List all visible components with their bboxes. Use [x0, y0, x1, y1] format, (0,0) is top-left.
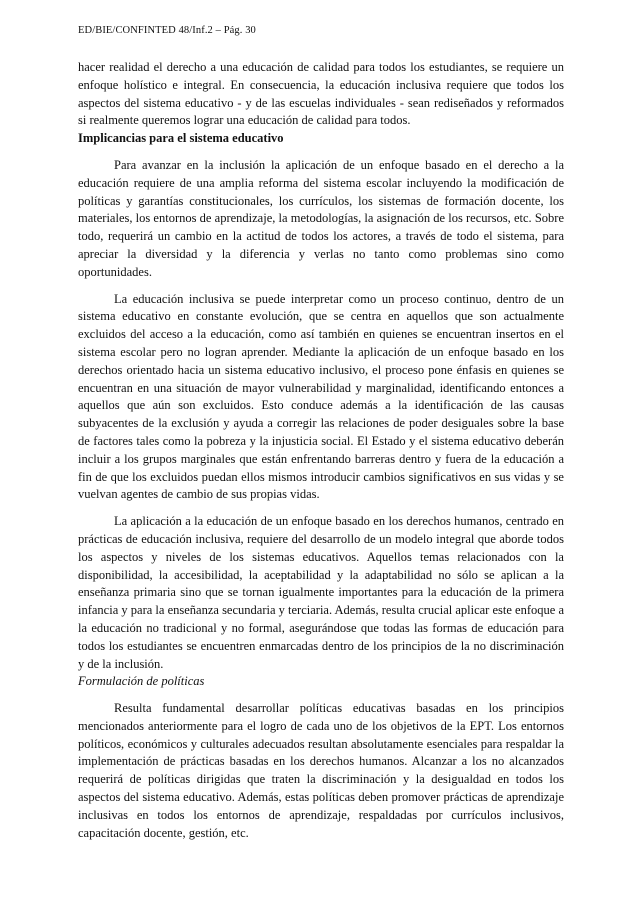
paragraph-inclusion-reform: Para avanzar en la inclusión la aplicación de un enfoque basado en el derecho a la educación requiere de una amplia reforma del sistema escolar incluyendo la modificación de políticas y garantías constitucionales, los currículos, los sistemas de formación docente, los materiales, los entornos de aprendizaje, la metodologías, la asignación de los recursos, etc. Sobre todo, requerirá un cambio en la actitud de todos los actores, a través de todo el sistema, para apreciar la diversidad y la diferencia y verlas no tanto como problemas sino como oportunidades. [78, 157, 564, 279]
section-heading-implicancias: Implicancias para el sistema educativo [78, 131, 284, 146]
document-page [78, 24, 564, 842]
paragraph-rights-approach: La aplicación a la educación de un enfoque basado en los derechos humanos, centrado en prácticas de educación inclusiva, requiere del desarrollo de un modelo integral que aborde todos los aspectos y niveles de los sistemas educativos. Aquellos temas relacionados con la disponibilidad, la accesibilidad, la aceptabilidad y la adaptabilidad no sólo se aplican a la enseñanza primaria sino que se tornan igualmente importantes para la educación de la primera infancia y para la enseñanza secundaria y terciaria. Además, resulta crucial aplicar este enfoque a la educación no tradicional y no formal, asegurándose que todas las formas de educación para todos los estudiantes se encuentren enmarcadas dentro de los principios de la no discriminación y de la inclusión. [78, 514, 564, 671]
intro-paragraph: hacer realidad el derecho a una educación de calidad para todos los estudiantes, se requiere un enfoque holístico e integral. En consecuencia, la educación inclusiva requiere que todos los aspectos del sistema educativo - y de las escuelas individuales - sean rediseñados y reformados si realmente queremos lograr una educación de calidad para todos. [78, 60, 564, 128]
running-header: ED/BIE/CONFINTED 48/Inf.2 – Pág. 30 [78, 25, 256, 36]
paragraph-policy-formulation: Resulta fundamental desarrollar políticas educativas basadas en los principios mencionados anteriormente para el logro de cada uno de los objetivos de la EPT. Los entornos políticos, económicos y culturales adecuados resultan absolutamente esenciales para respaldar la implementación de prácticas basadas en los derechos humanos. Alcanzar a los no alcanzados requerirá de políticas dirigidas que traten la discriminación y la desigualdad en todos los aspectos del sistema educativo. Además, estas políticas deben promover prácticas de aprendizaje inclusivas en todos los entornos de aprendizaje, respaldadas por currículos inclusivos, capacitación docente, gestión, etc. [78, 701, 564, 840]
paragraph-inclusive-process: La educación inclusiva se puede interpretar como un proceso continuo, dentro de un sistema educativo en constante evolución, que se centra en aquellos que son actualmente excluidos del acceso a la educación, como así también en quienes se encuentran insertos en el sistema escolar pero no logran aprender. Mediante la aplicación de un enfoque basado en los derechos orientado hacia un sistema educativo inclusivo, el proceso pone énfasis en quienes se encuentran en una situación de mayor vulnerabilidad y marginalidad, identificando entonces a aquellos que aún son excluidos. Esto conduce además a la identificación de las causas subyacentes de la exclusión y ayuda a corregir las relaciones de poder desiguales sobre la base de factores tales como la pobreza y la injusticia social. El Estado y el sistema educativo deberán incluir a los grupos marginales que están enfrentando barreras dentro y fuera de la educación a fin de que los excluidos puedan ellos mismos introducir cambios significativos en sus vidas y se vuelvan agentes de cambio de sus propias vidas. [78, 291, 564, 502]
section-heading-politicas: Formulación de políticas [78, 674, 205, 689]
